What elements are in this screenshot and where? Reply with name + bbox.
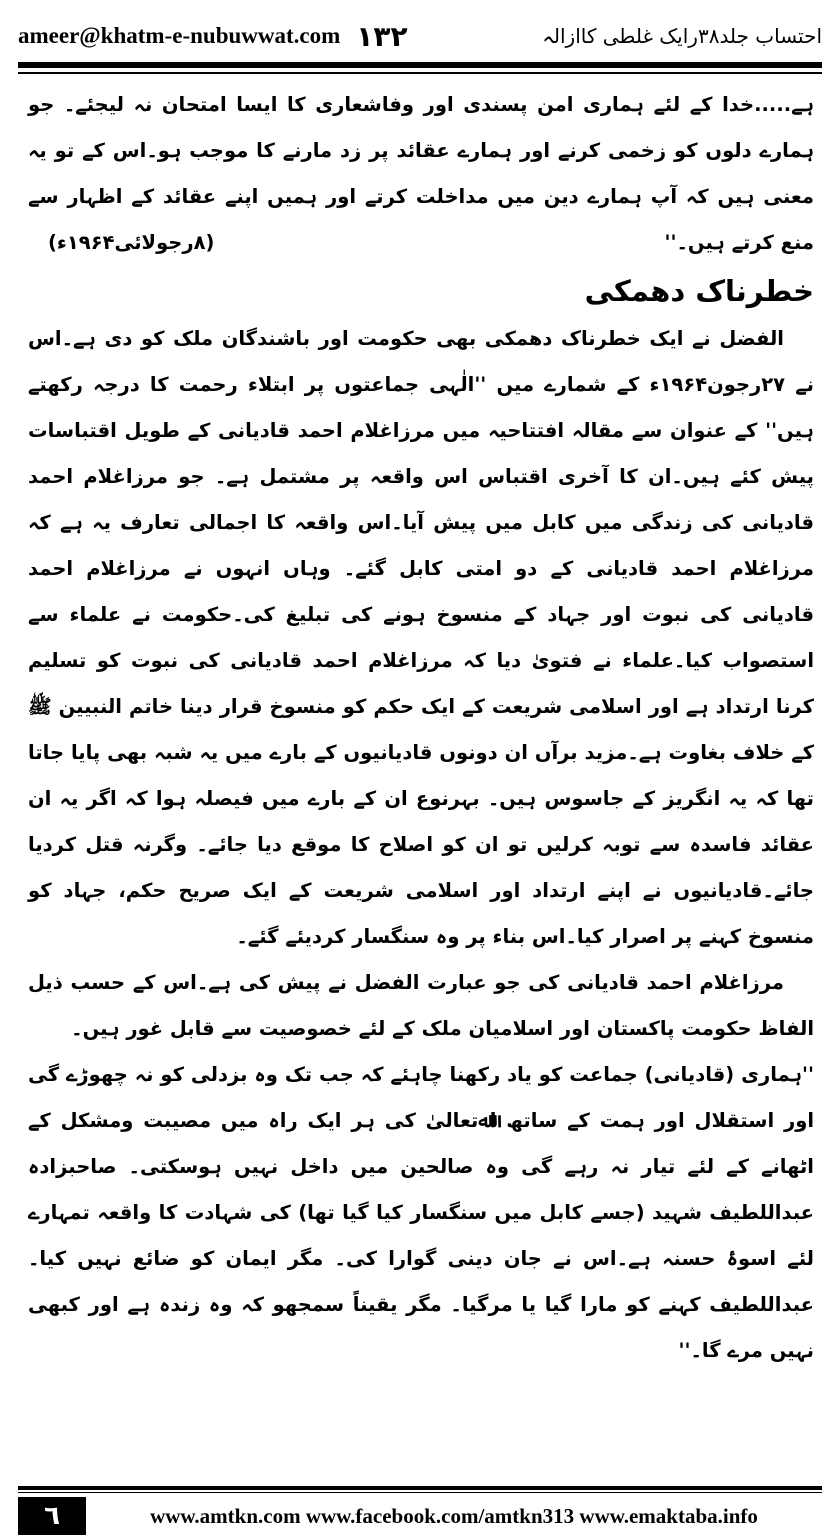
footer-rule-thick [18, 1486, 822, 1490]
footer-links: www.amtkn.com www.facebook.com/amtkn313 www.emaktaba.info [150, 1503, 758, 1528]
quote-text: ہے.....خدا کے لئے ہماری امن پسندی اور وفاشعاری کا ایسا امتحان نہ لیجئے۔ جو ہمارے دلوں کو زخمی کرنے اور ہمارے عقائد پر زد مارنے کا موجب ہو۔اس کے تو یہ معنی ہیں کہ آپ ہمارے دین میں مداخلت کرتے اور ہمیں اپنے عقائد کے اظہار سے منع کرتے ہیں۔'' [28, 93, 814, 254]
footer-rule-thin [18, 1492, 822, 1493]
page-number: ۱۳۲ [356, 19, 408, 53]
body-text [28, 82, 814, 1374]
running-title: احتساب جلد۳۸رایک غلطی کاازالہ [542, 24, 822, 48]
header-email: ameer@khatm-e-nubuwwat.com [18, 23, 341, 48]
footer-page-marker: ٦ [18, 1497, 86, 1535]
paragraph-threat: الفضل نے ایک خطرناک دھمکی بھی حکومت اور باشندگان ملک کو دی ہے۔اس نے ۲۷رجون۱۹۶۴ء کے شمارے میں ''الٰہی جماعتوں پر ابتلاء رحمت کا درجہ رکھتے ہیں'' کے عنوان سے مقالہ افتتاحیہ میں مرزاغلام احمد قادیانی کے طویل اقتباسات پیش کئے ہیں۔ان کا آخری اقتباس اس واقعہ پر مشتمل ہے۔ جو مرزاغلام احمد قادیانی کی زندگی میں کابل میں پیش آیا۔اس واقعہ کا اجمالی تعارف یہ ہے کہ مرزاغلام احمد قادیانی کے دو امتی کابل گئے۔ وہاں انہوں نے مرزاغلام احمد قادیانی کی نبوت اور جہاد کے منسوخ ہونے کی تبلیغ کی۔حکومت نے علماء سے استصواب کیا۔علماء نے فتویٰ دیا کہ مرزاغلام احمد قادیانی کی نبوت کو تسلیم کرنا ارتداد ہے اور اسلامی شریعت کے ایک حکم کو منسوخ قرار دینا خاتم النبیین ﷺ کے خلاف بغاوت ہے۔مزید برآں ان دونوں قادیانیوں کے بارے میں یہ شبہ بھی پایا جاتا تھا کہ یہ انگریز کے جاسوس ہیں۔ بہرنوع ان کے بارے میں فیصلہ ہوا کہ اگر یہ ان عقائد فاسدہ سے توبہ کرلیں تو ان کو اصلاح کا موقع دیا جائے۔ وگرنہ قتل کردیا جائے۔قادیانیوں نے اپنے ارتداد اور اسلامی شریعت کے ایک صریح حکم، جہاد کو منسوخ کہنے پر اصرار کیا۔اس بناء پر وہ سنگسار کردیئے گئے۔ [28, 327, 814, 948]
paragraph-quote-end [28, 82, 814, 266]
page-header [18, 14, 822, 58]
section-heading: خطرناک دھمکی [584, 274, 814, 308]
paragraph-quotation: ''ہماری (قادیانی) جماعت کو یاد رکھنا چاہئے کہ جب تک وہ بزدلی کو نہ چھوڑے گی اور استقلال اور ہمت کے ساتھ اﷲتعالیٰ کی ہر ایک راہ میں مصیبت ومشکل کے اٹھانے کے لئے تیار نہ رہے گی وہ صالحین میں داخل نہیں ہوسکتی۔ صاحبزادہ عبداللطیف شہید (جسے کابل میں سنگسار کیا گیا تھا) کی شہادت کا واقعہ تمہارے لئے اسوۂ حسنہ ہے۔اس نے جان دینی گوارا کی۔ مگر ایمان کو ضائع نہیں کیا۔عبداللطیف کہنے کو مارا گیا یا مرگیا۔ مگر یقیناً سمجھو کہ وہ زندہ ہے اور کبھی نہیں مرے گا۔'' [28, 1063, 814, 1362]
page-footer [18, 1497, 822, 1535]
header-rule-thin [18, 72, 822, 74]
paragraph-intro-quote: مرزاغلام احمد قادیانی کی جو عبارت الفضل نے پیش کی ہے۔اس کے حسب ذیل الفاظ حکومت پاکستان اور اسلامیان ملک کے لئے خصوصیت سے قابل غور ہیں۔ [28, 971, 814, 1040]
quote-date: (۸رجولائی۱۹۶۴ء) [48, 231, 215, 254]
header-rule-thick [18, 62, 822, 68]
